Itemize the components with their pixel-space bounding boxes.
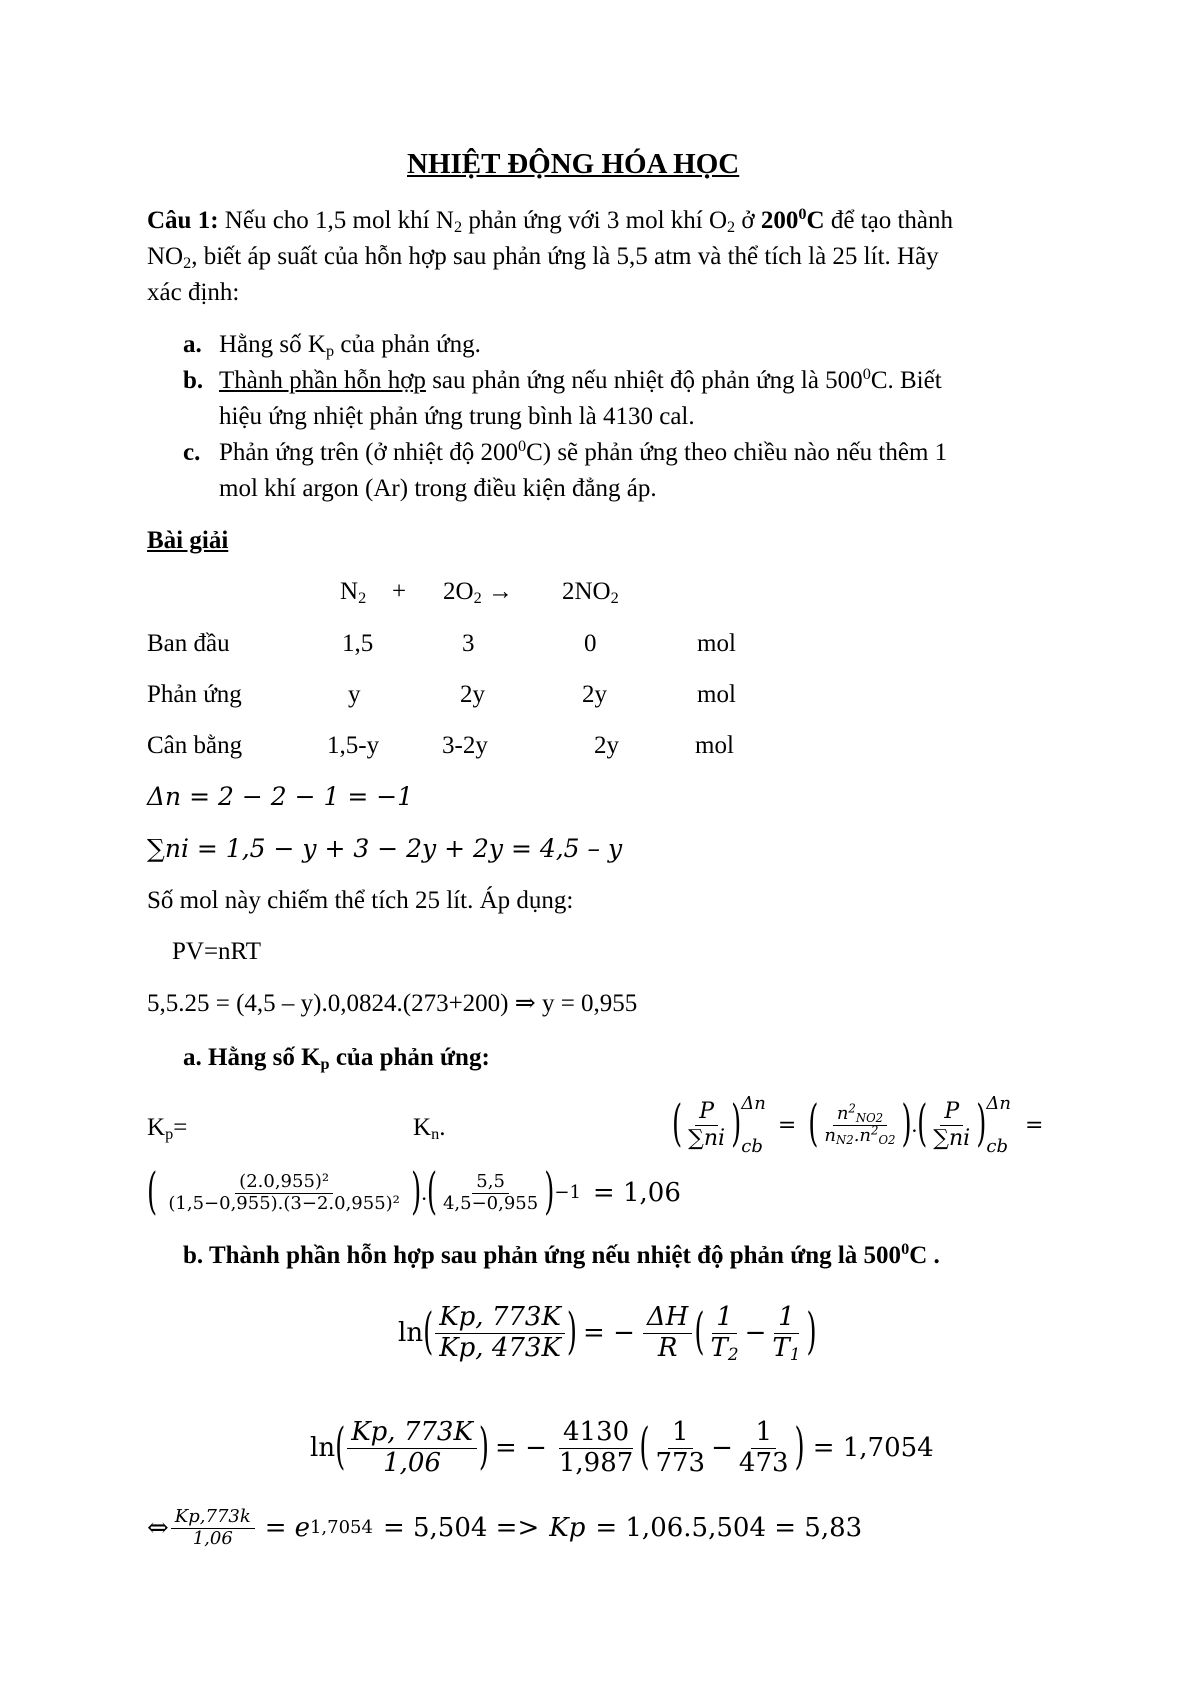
row-cell: y bbox=[348, 681, 361, 708]
eq-delta-n: Δn = 2 − 2 − 1 = −1 bbox=[147, 782, 414, 811]
row-unit: mol bbox=[695, 732, 734, 759]
row-label: Phản ứng bbox=[147, 681, 242, 708]
question-item-a: a. Hằng số $K_p$ của phản ứng. bbox=[183, 331, 481, 361]
text-calc: 5,5.25 = (4,5 – y).0,0824.(273+200) ⇒ y = 0,955 bbox=[147, 990, 638, 1017]
row-unit: mol bbox=[697, 630, 736, 657]
reaction-n2: $N_2$ bbox=[340, 578, 367, 608]
row-unit: mol bbox=[697, 681, 736, 708]
question-item-b: b. Thành phần hỗn hợp sau phản ứng nếu nhiệt độ phản ứng là $500^0C$. Biết bbox=[183, 365, 942, 394]
kp-expression: ( $\frac{P}{\sum ni}$ ) Δn cb = ( $\frac{n^2_{NO2}}{n_{N2}.n^2_{O2}}$ ) . ( $\frac{P}{\sum ni}$ ) Δn cb = bbox=[672, 1093, 1044, 1157]
question-line-3: xác định: bbox=[147, 279, 240, 306]
eq-sum-ni: ∑ni = 1,5 − y + 3 − 2y + 2y = 4,5 – y bbox=[147, 834, 623, 863]
question-label: Câu 1: bbox=[147, 207, 219, 234]
text-pv: PV=nRT bbox=[172, 938, 262, 965]
kp-value-expression: ( $\frac{\text{(2.0,955)²}}{\text{(1,5−0,955).(3−2.0,955)²}}$ ) . ( $\frac{5,5}{4,5-0,955}$ ) −1 = 1,06 bbox=[147, 1164, 681, 1222]
row-cell: 2y bbox=[582, 681, 607, 708]
question-item-c-cont: mol khí argon (Ar) trong điều kiện đẳng áp. bbox=[219, 475, 657, 502]
row-cell: 2y bbox=[594, 732, 619, 759]
row-cell: 3-2y bbox=[442, 732, 488, 759]
kp-kn: $K_n$. bbox=[413, 1114, 446, 1144]
row-cell: 1,5-y bbox=[327, 732, 380, 759]
ln-equation-2: ln ( $\frac{Kp, 773K}{1,06}$ ) = − $\frac{4130}{1,987}$ ( $\frac{1}{773}$ − $\frac{1}{473}$ ) = 1,7054 bbox=[310, 1416, 934, 1478]
reaction-no2: $2NO_2$ bbox=[562, 578, 619, 608]
question-item-c: c. Phản ứng trên (ở nhiệt độ $200^0C$) sẽ phản ứng theo chiều nào nếu thêm 1 bbox=[183, 437, 948, 466]
question-line-2: $NO_2$, biết áp suất của hỗn hợp sau phản ứng là 5,5 atm và thể tích là 25 lít. Hãy bbox=[147, 243, 939, 273]
row-label: Ban đầu bbox=[147, 630, 230, 657]
kp-lhs: $K_p=$ bbox=[147, 1114, 188, 1144]
row-cell: 1,5 bbox=[342, 630, 374, 657]
row-cell: 0 bbox=[584, 630, 597, 657]
solution-label: Bài giải bbox=[147, 527, 229, 554]
ln-equation-1: ln ( $\frac{Kp, 773K}{Kp, 473K}$ ) = − $\frac{\Delta H}{R}$ ( $\frac{1}{T_2}$ − $\frac{1}{T_1}$ ) bbox=[398, 1301, 817, 1364]
question-line-1: Câu 1: Nếu cho 1,5 mol khí $N_2$ phản ứng với 3 mol khí $O_2$ ở $200^0C$ để tạo thành bbox=[147, 205, 954, 237]
reaction-o2: $2O_2$ → bbox=[443, 578, 513, 608]
reaction-plus: + bbox=[392, 578, 407, 605]
row-cell: 2y bbox=[460, 681, 485, 708]
page-title: NHIỆT ĐỘNG HÓA HỌC bbox=[407, 148, 740, 180]
row-cell: 3 bbox=[462, 630, 475, 657]
question-item-b-cont: hiệu ứng nhiệt phản ứng trung bình là 4130 cal. bbox=[219, 403, 695, 430]
final-equation: ⇔ $\frac{Kp,773k}{1,06}$ = e 1,7054 = 5,504 => Kp = 1,06.5,504 = 5,83 bbox=[147, 1505, 863, 1549]
heading-a: a. Hằng số $K_p$ của phản ứng: bbox=[183, 1044, 490, 1074]
heading-b: b. Thành phần hỗn hợp sau phản ứng nếu nhiệt độ phản ứng là $500^0C$ . bbox=[183, 1240, 940, 1269]
row-label: Cân bằng bbox=[147, 732, 243, 759]
text-mol: Số mol này chiếm thể tích 25 lít. Áp dụng: bbox=[147, 887, 574, 914]
